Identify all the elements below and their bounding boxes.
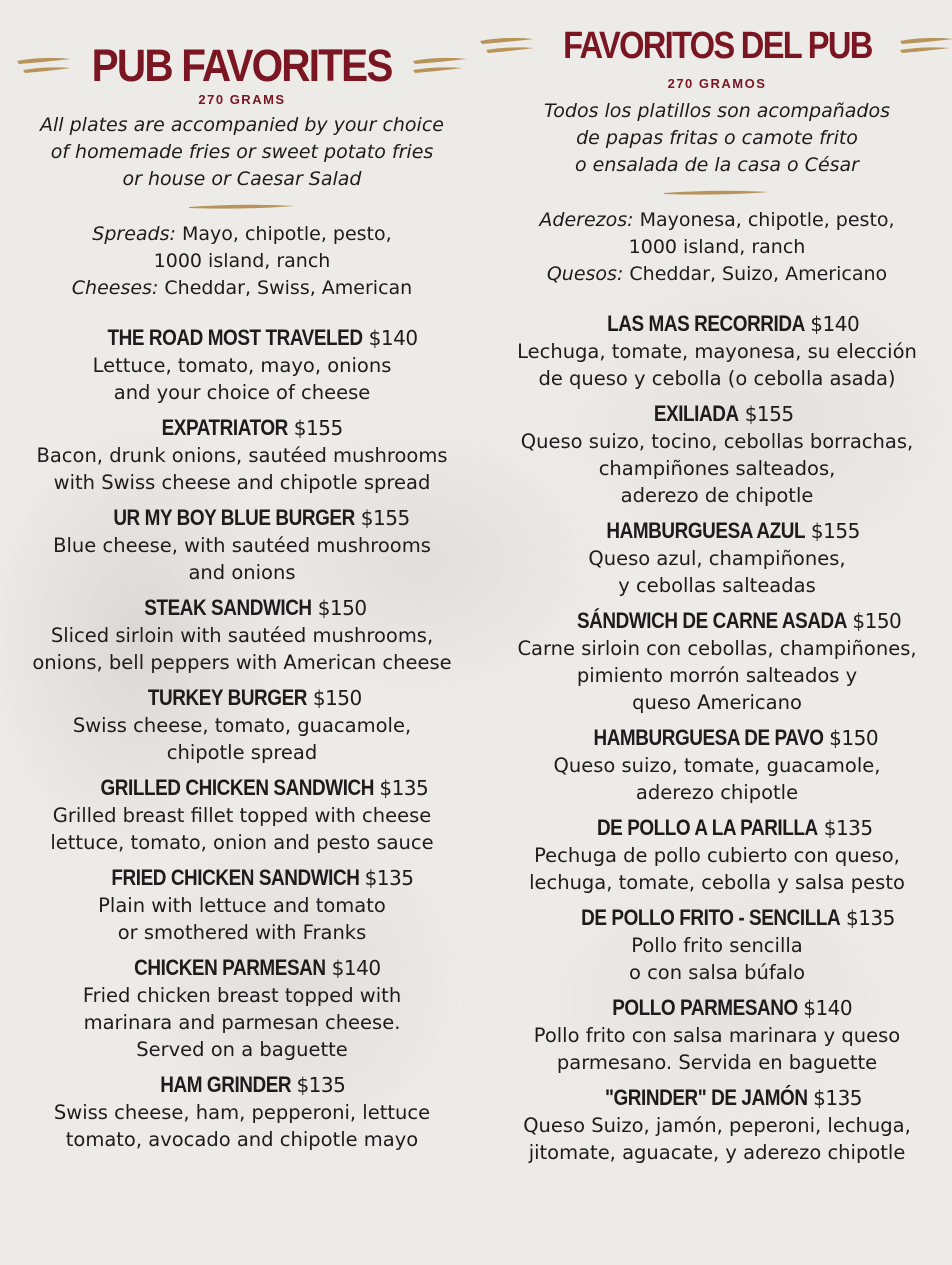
- item-name: EXPATRIATOR: [161, 415, 289, 440]
- spreads-text: Mayonesa, chipotle, pesto,: [633, 209, 895, 231]
- intro-text: Todos los platillos son acompañados de papas fritas o camote frito o ensalada de la casa o César: [544, 100, 890, 176]
- menu-item: [12, 324, 472, 406]
- item-name: DE POLLO FRITO - SENCILLA: [581, 905, 841, 930]
- item-description: Plain with lettuce and tomato or smothered with Franks: [98, 894, 386, 944]
- item-name: UR MY BOY BLUE BURGER: [113, 505, 356, 530]
- menu-item: [490, 1084, 944, 1166]
- item-name: THE ROAD MOST TRAVELED: [107, 325, 364, 350]
- menu-item: [490, 994, 944, 1076]
- item-description: Queso Suizo, jamón, peperoni, lechuga, jitomate, aguacate, y aderezo chipotle: [523, 1114, 911, 1164]
- item-name: STEAK SANDWICH: [144, 595, 313, 620]
- menu-item: [12, 504, 472, 586]
- intro-text: All plates are accompanied by your choice of homemade fries or sweet potato fries or house or Caesar Salad: [40, 114, 444, 190]
- spreads-label: Spreads:: [92, 223, 176, 245]
- item-description: Queso suizo, tomate, guacamole, aderezo chipotle: [553, 754, 881, 804]
- item-price: $150: [852, 609, 902, 633]
- item-description: Pollo frito sencilla o con salsa búfalo: [628, 934, 806, 984]
- item-name: FRIED CHICKEN SANDWICH: [110, 865, 359, 890]
- portion-size: 270 GRAMS: [198, 92, 286, 107]
- item-price: $140: [331, 956, 381, 980]
- item-price: $135: [296, 1073, 346, 1097]
- menu-item: [12, 1071, 472, 1153]
- item-description: Queso suizo, tocino, cebollas borrachas, champiñones salteados, aderezo de chipotle: [520, 430, 914, 507]
- item-price: $135: [845, 906, 895, 930]
- spreads-line2: 1000 island, ranch: [628, 236, 806, 258]
- right-swoosh-decoration: [896, 33, 952, 59]
- item-price: $150: [829, 726, 879, 750]
- item-price: $150: [317, 596, 367, 620]
- item-description: Swiss cheese, tomato, guacamole, chipotle spread: [72, 714, 412, 764]
- menu-item: [12, 684, 472, 766]
- item-description: Sliced sirloin with sautéed mushrooms, onions, bell peppers with American cheese: [32, 624, 452, 674]
- item-price: $155: [810, 519, 860, 543]
- item-name: HAMBURGUESA AZUL: [606, 518, 806, 543]
- cheeses-label: Cheeses:: [71, 277, 159, 299]
- spanish-menu-column: [490, 0, 944, 1174]
- item-name: EXILIADA: [654, 401, 740, 426]
- item-description: Pechuga de pollo cubierto con queso, lechuga, tomate, cebolla y salsa pesto: [529, 844, 905, 894]
- english-menu-column: [12, 0, 472, 1161]
- item-name: HAMBURGUESA DE PAVO: [593, 725, 824, 750]
- item-price: $135: [813, 1086, 863, 1110]
- item-description: Fried chicken breast topped with marinara and parmesan cheese. Served on a baguette: [82, 984, 402, 1061]
- menu-items: [490, 310, 944, 1166]
- item-name: POLLO PARMESANO: [612, 995, 798, 1020]
- cheeses-text: Cheddar, Swiss, American: [158, 277, 413, 299]
- portion-size: 270 GRAMOS: [667, 76, 767, 91]
- menu-item: [12, 594, 472, 676]
- item-description: Blue cheese, with sautéed mushrooms and onions: [53, 534, 431, 584]
- item-description: Pollo frito con salsa marinara y queso parmesano. Servida en baguette: [533, 1024, 901, 1074]
- item-price: $155: [360, 506, 410, 530]
- left-swoosh-decoration: [476, 33, 538, 59]
- spreads-label: Aderezos:: [539, 209, 634, 231]
- menu-item: [12, 864, 472, 946]
- spreads-text: Mayo, chipotle, pesto,: [175, 223, 392, 245]
- item-name: LAS MAS RECORRIDA: [606, 311, 805, 336]
- divider: [662, 189, 772, 197]
- title-row: [490, 18, 944, 74]
- item-name: GRILLED CHICKEN SANDWICH: [100, 775, 374, 800]
- item-description: Bacon, drunk onions, sautéed mushrooms with Swiss cheese and chipotle spread: [36, 444, 448, 494]
- item-description: Carne sirloin con cebollas, champiñones, pimiento morrón salteados y queso Americano: [517, 637, 917, 714]
- menu-item: [12, 954, 472, 1063]
- divider: [187, 203, 297, 211]
- menu-item: [490, 814, 944, 896]
- item-price: $135: [823, 816, 873, 840]
- cheeses-text: Cheddar, Suizo, Americano: [623, 263, 888, 285]
- item-name: DE POLLO A LA PARILLA: [597, 815, 819, 840]
- item-price: $150: [312, 686, 362, 710]
- item-price: $155: [744, 402, 794, 426]
- left-swoosh-decoration: [13, 52, 75, 78]
- item-description: Queso azul, champiñones, y cebollas salteadas: [588, 547, 846, 597]
- menu-item: [12, 414, 472, 496]
- item-name: TURKEY BURGER: [148, 685, 308, 710]
- spreads-info: [12, 221, 472, 302]
- page-title: FAVORITOS DEL PUB: [562, 25, 872, 67]
- menu-item: [490, 607, 944, 716]
- item-price: $140: [803, 996, 853, 1020]
- item-price: $135: [364, 866, 414, 890]
- item-name: "GRINDER" DE JAMÓN: [604, 1085, 808, 1110]
- spreads-info: [490, 207, 944, 288]
- menu-item: [12, 774, 472, 856]
- item-name: HAM GRINDER: [159, 1072, 291, 1097]
- menu-item: [490, 400, 944, 509]
- menu-item: [490, 724, 944, 806]
- item-price: $135: [379, 776, 429, 800]
- menu-item: [490, 310, 944, 392]
- right-swoosh-decoration: [409, 52, 471, 78]
- item-price: $140: [810, 312, 860, 336]
- page-title: PUB FAVORITES: [92, 39, 392, 91]
- item-name: CHICKEN PARMESAN: [134, 955, 327, 980]
- item-price: $140: [368, 326, 418, 350]
- menu-item: [490, 517, 944, 599]
- item-description: Swiss cheese, ham, pepperoni, lettuce tomato, avocado and chipotle mayo: [53, 1101, 431, 1151]
- title-row: [12, 34, 472, 96]
- menu-item: [490, 904, 944, 986]
- item-description: Lettuce, tomato, mayo, onions and your choice of cheese: [92, 354, 392, 404]
- item-price: $155: [293, 416, 343, 440]
- cheeses-label: Quesos:: [546, 263, 624, 285]
- item-name: SÁNDWICH DE CARNE ASADA: [576, 608, 847, 633]
- item-description: Grilled breast fillet topped with cheese lettuce, tomato, onion and pesto sauce: [50, 804, 434, 854]
- menu-items: [12, 324, 472, 1153]
- spreads-line2: 1000 island, ranch: [153, 250, 331, 272]
- item-description: Lechuga, tomate, mayonesa, su elección de queso y cebolla (o cebolla asada): [517, 340, 917, 390]
